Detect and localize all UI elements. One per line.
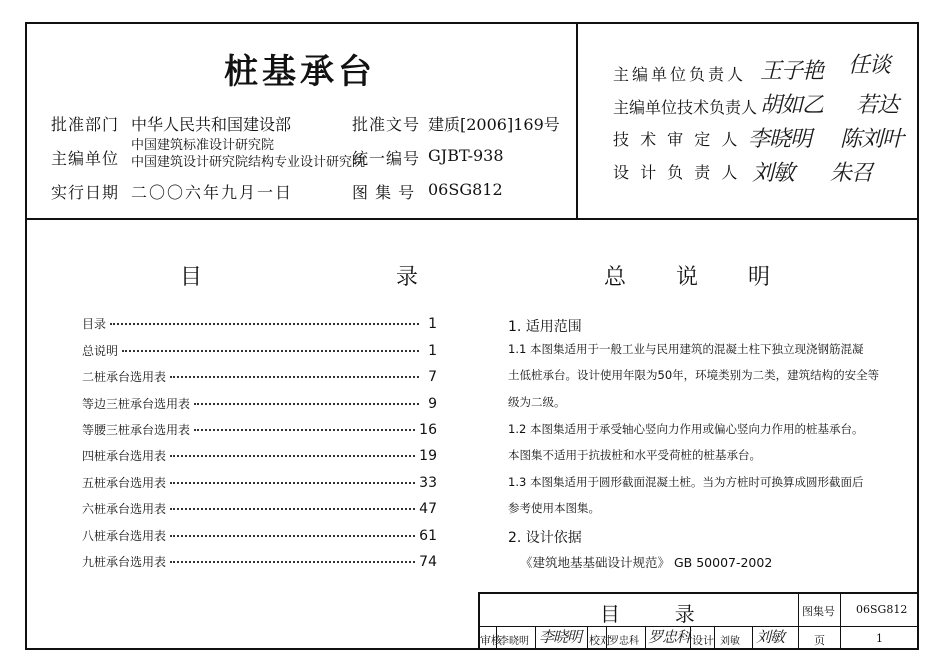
titleblock-page-no: 1	[876, 632, 883, 645]
resp-role-1: 主编单位负责人	[613, 65, 747, 84]
signature-2a: 胡如乙	[760, 93, 824, 118]
toc-item-title: 等腰三桩承台选用表	[82, 423, 191, 437]
toc-item-page: 33	[419, 475, 437, 491]
titleblock-v10	[752, 626, 753, 650]
approval-doc-label: 批准文号	[352, 115, 421, 134]
chief-unit-label: 主编单位	[51, 149, 120, 168]
notes-reference: 《建筑地基基础设计规范》 GB 50007-2002	[520, 555, 773, 570]
resp-role-2: 主编单位技术负责人	[613, 98, 758, 117]
titleblock-v7	[645, 626, 646, 650]
approval-dept-value: 中华人民共和国建设部	[131, 115, 292, 134]
toc-item[interactable]	[82, 553, 437, 570]
titleblock-v5	[587, 626, 588, 650]
toc-item[interactable]	[82, 447, 437, 464]
toc-item-page: 19	[419, 448, 437, 464]
toc-item[interactable]	[82, 368, 437, 385]
toc-item[interactable]	[82, 500, 437, 517]
titleblock-atlas-label: 图集号	[802, 605, 835, 618]
toc-leader-dots	[170, 455, 415, 457]
toc-item-title: 四桩承台选用表	[82, 449, 167, 463]
titleblock-atlas-no: 06SG812	[856, 603, 908, 616]
effective-date-label: 实行日期	[51, 183, 120, 202]
toc-leader-dots	[170, 376, 419, 378]
toc-item-title: 二桩承台选用表	[82, 370, 167, 384]
header-divider	[25, 218, 919, 220]
titleblock-review-label: 审核	[480, 634, 502, 647]
titleblock-v9	[714, 626, 715, 650]
toc-item-page: 16	[419, 422, 437, 438]
titleblock-reviewer-signature: 李晓明	[539, 628, 582, 646]
titleblock-page-label: 页	[814, 634, 825, 647]
effective-date-value: 二〇〇六年九月一日	[131, 183, 294, 202]
toc-item-page: 1	[428, 316, 437, 332]
toc-leader-dots	[170, 561, 415, 563]
toc-leader-dots	[110, 323, 419, 325]
titleblock-designer-signature: 刘敏	[756, 628, 785, 646]
toc-leader-dots	[170, 482, 415, 484]
toc-item-title: 等边三桩承台选用表	[82, 397, 191, 411]
toc-leader-dots	[194, 403, 419, 405]
resp-role-3: 技 术 审 定 人	[613, 130, 741, 149]
toc-item-page: 61	[419, 528, 437, 544]
titleblock-checker: 罗忠科	[609, 636, 639, 647]
toc-item-page: 74	[419, 554, 437, 570]
atlas-title: 桩基承台	[224, 52, 376, 92]
titleblock-v1	[798, 592, 799, 650]
signature-3b: 陈刘叶	[840, 127, 904, 152]
notes-heading: 总 说 明	[604, 265, 782, 290]
toc-item-title: 八桩承台选用表	[82, 529, 167, 543]
notes-line-2: 土低桩承台。设计使用年限为50年，环境类别为二类，建筑结构的安全等	[508, 368, 880, 382]
titleblock-drawing-name: 目 录	[600, 602, 709, 626]
notes-line-4: 1.2 本图集适用于承受轴心竖向力作用或偏心竖向力作用的桩基承台。	[508, 422, 864, 436]
toc-item[interactable]	[82, 421, 437, 438]
toc-item-title: 九桩承台选用表	[82, 555, 167, 569]
notes-line-1: 1.1 本图集适用于一般工业与民用建筑的混凝土柱下独立现浇钢筋混凝	[508, 342, 864, 356]
chief-unit-line-2: 中国建筑设计研究院结构专业设计研究院	[131, 155, 366, 170]
toc-leader-dots	[170, 508, 415, 510]
toc-item-page: 47	[419, 501, 437, 517]
toc-item-title: 五桩承台选用表	[82, 476, 167, 490]
toc-item-title: 目录	[82, 317, 107, 331]
toc-item[interactable]	[82, 342, 437, 359]
signature-4a: 刘敏	[752, 161, 795, 186]
toc-item[interactable]	[82, 527, 437, 544]
toc-item[interactable]	[82, 315, 437, 332]
resp-role-4: 设 计 负 责 人	[613, 163, 741, 182]
toc-item[interactable]	[82, 395, 437, 412]
notes-line-6: 1.3 本图集适用于圆形截面混凝土桩。当为方桩时可换算成圆形截面后	[508, 475, 864, 489]
notes-section2-title: 2. 设计依据	[508, 530, 582, 546]
signature-3a: 李晓明	[748, 127, 812, 152]
titleblock-top	[478, 592, 919, 594]
notes-line-3: 级为二级。	[508, 395, 566, 409]
unified-no-value: GJBT-938	[428, 146, 504, 165]
notes-section1-title: 1. 适用范围	[508, 319, 582, 335]
signature-1b: 任谈	[848, 53, 891, 78]
titleblock-v8	[690, 626, 691, 650]
titleblock-design-label: 设计	[692, 634, 714, 647]
atlas-no-label: 图 集 号	[352, 183, 416, 202]
notes-line-5: 本图集不适用于抗拔桩和水平受荷桩的桩基承台。	[508, 448, 761, 462]
toc-leader-dots	[122, 350, 419, 352]
signature-4b: 朱召	[830, 161, 873, 186]
toc-heading: 目 录	[180, 265, 478, 290]
titleblock-reviewer: 李晓明	[499, 636, 529, 647]
titleblock-v2	[840, 592, 841, 650]
header-vertical-divider	[576, 22, 578, 219]
titleblock-check-label: 校对	[589, 634, 611, 647]
unified-no-label: 统一编号	[352, 149, 421, 168]
notes-line-7: 参考使用本图集。	[508, 501, 600, 515]
toc-item[interactable]	[82, 474, 437, 491]
titleblock-checker-signature: 罗忠科	[648, 628, 691, 646]
titleblock-designer: 刘敏	[720, 636, 740, 647]
toc-item-page: 7	[428, 369, 437, 385]
signature-1a: 王子艳	[760, 59, 824, 84]
signature-2b: 若达	[856, 93, 899, 118]
toc-item-title: 总说明	[82, 344, 119, 358]
atlas-no-value: 06SG812	[428, 180, 503, 199]
toc-leader-dots	[194, 429, 415, 431]
toc-item-page: 1	[428, 343, 437, 359]
titleblock-v4	[535, 626, 536, 650]
toc-item-page: 9	[428, 396, 437, 412]
toc-leader-dots	[170, 535, 415, 537]
chief-unit-line-1: 中国建筑标准设计研究院	[131, 138, 275, 153]
toc-item-title: 六桩承台选用表	[82, 502, 167, 516]
approval-dept-label: 批准部门	[51, 115, 120, 134]
approval-doc-value: 建质[2006]169号	[428, 115, 560, 134]
